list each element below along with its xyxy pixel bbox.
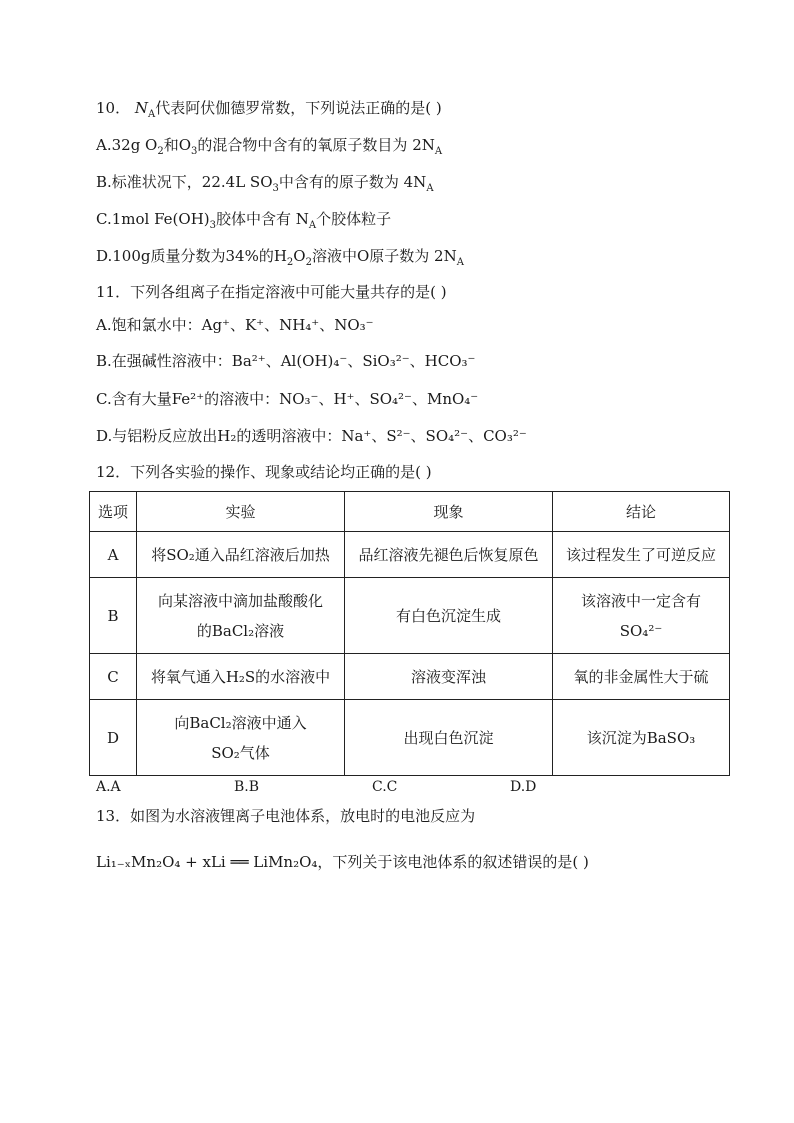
choice-a[interactable]: A.A <box>96 779 121 795</box>
q12-stem: 12．下列各实验的操作、现象或结论均正确的是( ) <box>96 463 432 481</box>
q10-option-b: B.标准状况下，22.4L $SO_3$中含有的原子数为 $4N_A$ <box>96 173 434 194</box>
table-cell-phenomenon: 有白色沉淀生成 <box>345 578 553 654</box>
q12-choices <box>96 779 536 795</box>
q11-stem: 11．下列各组离子在指定溶液中可能大量共存的是( ) <box>96 283 447 301</box>
q11-option-b: B.在强碱性溶液中：Ba²⁺、Al(OH)₄⁻、SiO₃²⁻、HCO₃⁻ <box>96 352 476 370</box>
table-cell-option: A <box>90 532 137 578</box>
table-cell-experiment: 将SO₂通入品红溶液后加热 <box>137 532 345 578</box>
q10-option-a: A.32g $O_2$和$O_3$的混合物中含有的氧原子数目为 $2N_A$ <box>96 136 443 157</box>
table-cell-conclusion: 该溶液中一定含有SO₄²⁻ <box>553 578 730 654</box>
q10-option-c: C.1mol $Fe(OH)_3$胶体中含有 $N_A$个胶体粒子 <box>96 210 392 231</box>
table-cell-option: C <box>90 654 137 700</box>
choice-c[interactable]: C.C <box>372 779 398 795</box>
table-header: 实验 <box>137 492 345 532</box>
table-cell-conclusion: 该过程发生了可逆反应 <box>553 532 730 578</box>
table-cell-phenomenon: 品红溶液先褪色后恢复原色 <box>345 532 553 578</box>
table-cell-experiment: 向BaCl₂溶液中通入SO₂气体 <box>137 700 345 776</box>
table-row <box>90 654 730 700</box>
table-header: 现象 <box>345 492 553 532</box>
table-cell-conclusion: 氧的非金属性大于硫 <box>553 654 730 700</box>
q10-stem: 10． $N_A$代表阿伏伽德罗常数，下列说法正确的是( ) <box>96 99 442 120</box>
table-cell-experiment: 将氧气通入H₂S的水溶液中 <box>137 654 345 700</box>
q13-tail: ，下列关于该电池体系的叙述错误的是( ) <box>317 853 589 871</box>
table-row <box>90 578 730 654</box>
choice-d[interactable]: D.D <box>510 779 537 795</box>
table-cell-option: D <box>90 700 137 776</box>
experiment-table <box>89 491 730 776</box>
q11-option-d: D.与铝粉反应放出H₂的透明溶液中：Na⁺、S²⁻、SO₄²⁻、CO₃²⁻ <box>96 427 527 445</box>
table-cell-phenomenon: 溶液变浑浊 <box>345 654 553 700</box>
table-header: 结论 <box>553 492 730 532</box>
q11-option-c: C.含有大量Fe²⁺的溶液中：NO₃⁻、H⁺、SO₄²⁻、MnO₄⁻ <box>96 390 479 408</box>
q13-stem: 13．如图为水溶液锂离子电池体系，放电时的电池反应为 <box>96 807 476 825</box>
table-cell-phenomenon: 出现白色沉淀 <box>345 700 553 776</box>
table-header-row <box>90 492 730 532</box>
q13-equation: Li₁₋ₓMn₂O₄ + xLi ══ LiMn₂O₄ <box>96 853 318 871</box>
q13-equation-line <box>96 852 589 872</box>
choice-b[interactable]: B.B <box>234 779 260 795</box>
q11-option-a: A.饱和氯水中：Ag⁺、K⁺、NH₄⁺、NO₃⁻ <box>96 316 374 334</box>
table-cell-option: B <box>90 578 137 654</box>
table-cell-experiment: 向某溶液中滴加盐酸酸化的BaCl₂溶液 <box>137 578 345 654</box>
table-row <box>90 532 730 578</box>
table-cell-conclusion: 该沉淀为BaSO₃ <box>553 700 730 776</box>
table-header: 选项 <box>90 492 137 532</box>
q10-option-d: D.100g质量分数为34%的$H_2O_2$溶液中O原子数为 $2N_A$ <box>96 247 464 268</box>
table-row <box>90 700 730 776</box>
